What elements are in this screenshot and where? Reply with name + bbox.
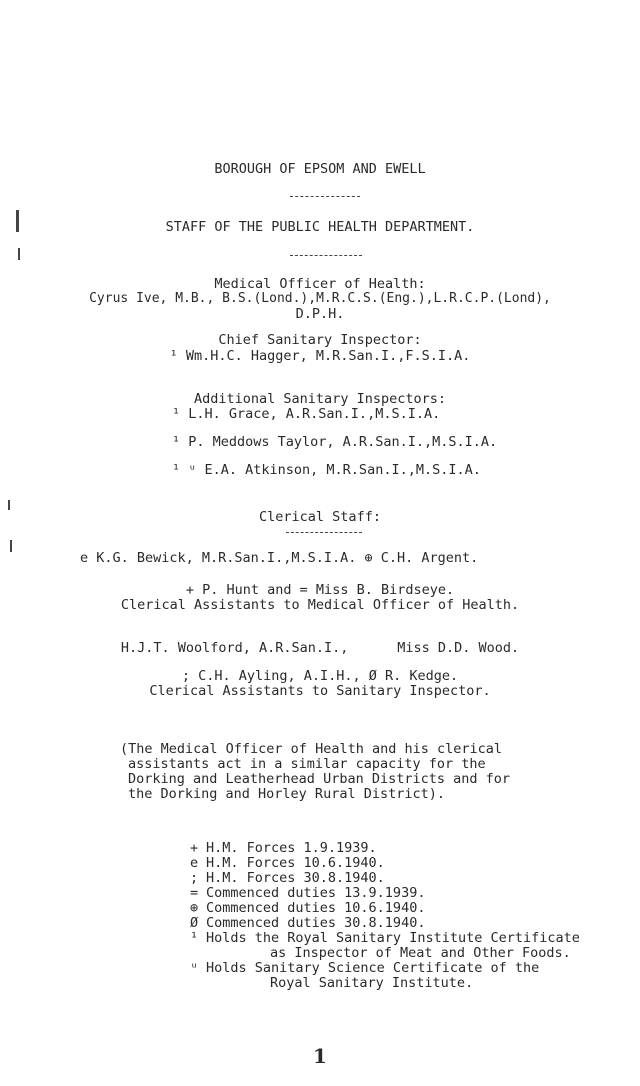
footnote-line (190, 961, 630, 976)
additional-si-item: ¹ ᵘ E.A. Atkinson, M.R.San.I.,M.S.I.A. (172, 462, 481, 478)
chief-si-name: ¹ Wm.H.C. Hagger, M.R.San.I.,F.S.I.A. (169, 348, 471, 364)
divider (286, 532, 362, 533)
footnote-text: H.M. Forces 30.8.1940. (206, 870, 385, 886)
footnote-line (190, 871, 630, 886)
footnote-text: Commenced duties 13.9.1939. (206, 885, 426, 901)
footnote-line (190, 901, 630, 916)
note-line: the Dorking and Horley Rural District). (128, 786, 445, 802)
footnote-text: Holds the Royal Sanitary Institute Certificate (206, 930, 580, 946)
footnote-symbol: ¹ (190, 930, 199, 946)
footnote-text: Commenced duties 30.8.1940. (206, 915, 426, 931)
clerical-heading: Clerical Staff: (259, 509, 381, 525)
footnote-text: Royal Sanitary Institute. (270, 975, 474, 991)
footnote-symbol: ⊕ (190, 900, 199, 916)
footnote-line (190, 841, 630, 856)
moh-name-line2: D.P.H. (295, 306, 345, 322)
moh-heading: Medical Officer of Health: (214, 276, 426, 292)
additional-si-item: ¹ L.H. Grace, A.R.San.I.,M.S.I.A. (172, 406, 441, 422)
footnote-line (270, 976, 640, 991)
margin-mark (18, 248, 20, 260)
footnote-line (190, 856, 630, 871)
footnote-symbol: Ø (190, 915, 199, 931)
clerical-line: H.J.T. Woolford, A.R.San.I., Miss D.D. Wood. (120, 640, 520, 656)
footnote-symbol: ; (190, 870, 199, 886)
footnote-line (190, 886, 630, 901)
page-number: 1 (313, 1044, 327, 1068)
footnote-line (190, 916, 630, 931)
clerical-line: Clerical Assistants to Medical Officer of Health. (120, 597, 520, 613)
footnote-symbol: + (190, 840, 199, 856)
note-line: assistants act in a similar capacity for the (128, 756, 486, 772)
footnote-text: as Inspector of Meat and Other Foods. (270, 945, 571, 961)
additional-si-item: ¹ P. Meddows Taylor, A.R.San.I.,M.S.I.A. (172, 434, 498, 450)
chief-si-heading: Chief Sanitary Inspector: (218, 332, 422, 348)
additional-si-heading: Additional Sanitary Inspectors: (194, 391, 446, 407)
footnote-text: H.M. Forces 1.9.1939. (206, 840, 377, 856)
note-line: Dorking and Leatherhead Urban Districts and for (128, 771, 511, 787)
borough-heading: BOROUGH OF EPSOM AND EWELL (214, 161, 426, 177)
clerical-line: ; C.H. Ayling, A.I.H., Ø R. Kedge. (181, 668, 459, 684)
footnote-text: H.M. Forces 10.6.1940. (206, 855, 385, 871)
footnote-symbol: e (190, 855, 199, 871)
document-title: STAFF OF THE PUBLIC HEALTH DEPARTMENT. (165, 219, 475, 235)
footnote-line (190, 931, 630, 946)
footnote-text: Commenced duties 10.6.1940. (206, 900, 426, 916)
footnote-symbol: = (190, 885, 199, 901)
divider (290, 255, 362, 256)
clerical-line: e K.G. Bewick, M.R.San.I.,M.S.I.A. ⊕ C.H. Argent. (80, 550, 479, 566)
divider (290, 196, 360, 197)
clerical-line: Clerical Assistants to Sanitary Inspector. (149, 683, 491, 699)
clerical-line: + P. Hunt and = Miss B. Birdseye. (185, 582, 455, 598)
footnote-line (270, 946, 640, 961)
moh-name-line1: Cyrus Ive, M.B., B.S.(Lond.),M.R.C.S.(Eng.),L.R.C.P.(Lond), (89, 291, 551, 306)
note-line: (The Medical Officer of Health and his clerical (120, 741, 503, 757)
margin-mark (10, 540, 12, 552)
footnote-symbol: ᵘ (190, 960, 199, 976)
footnote-text: Holds Sanitary Science Certificate of the (206, 960, 540, 976)
